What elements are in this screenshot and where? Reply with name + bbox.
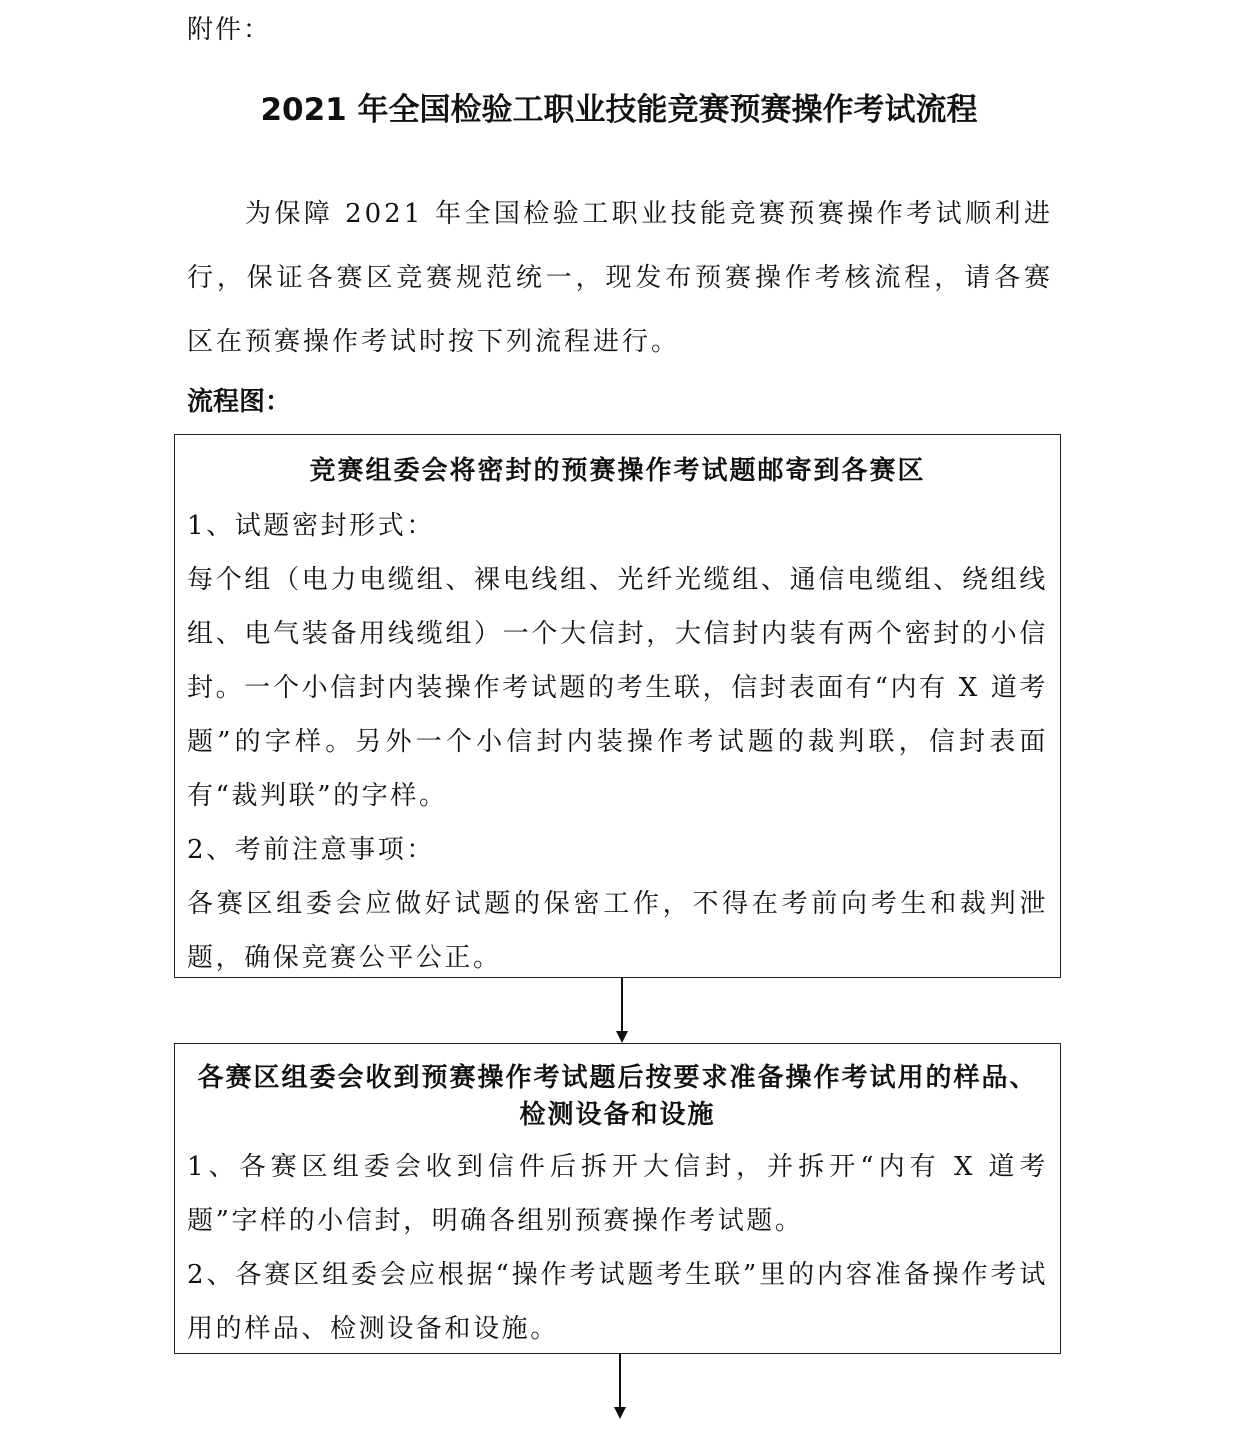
document-title: 2021 年全国检验工职业技能竞赛预赛操作考试流程 <box>260 92 978 128</box>
flow-arrow-2 <box>619 1354 621 1408</box>
step-1-section-1-label: 1、试题密封形式： <box>187 511 435 541</box>
step-1-section-1-text: 每个组（电力电缆组、裸电线组、光纤光缆组、通信电缆组、绕组线组、电气装备用线缆组）一个大信封，大信封内装有两个密封的小信封。一个小信封内装操作考试题的考生联，信封表面有“内有 X 道考题”的字样。另外一个小信封内装操作考试题的裁判联，信封表面有“裁判联”的字样。 <box>187 565 1048 811</box>
flow-arrow-2-head <box>614 1407 626 1419</box>
step-2-item-1: 1、各赛区组委会收到信件后拆开大信封，并拆开“内有 X 道考题”字样的小信封，明确各组别预赛操作考试题。 <box>187 1152 1048 1236</box>
step-1-section-2-text: 各赛区组委会应做好试题的保密工作，不得在考前向考生和裁判泄题，确保竞赛公平公正。 <box>187 889 1048 973</box>
flow-step-1-heading: 竞赛组委会将密封的预赛操作考试题邮寄到各赛区 <box>309 456 926 486</box>
step-2-item-2: 2、各赛区组委会应根据“操作考试题考生联”里的内容准备操作考试用的样品、检测设备和设施。 <box>187 1260 1048 1344</box>
flow-step-2-box <box>174 1043 1061 1354</box>
flowchart-label: 流程图： <box>187 387 292 417</box>
intro-paragraph: 为保障 2021 年全国检验工职业技能竞赛预赛操作考试顺利进行，保证各赛区竞赛规范统一，现发布预赛操作考核流程，请各赛区在预赛操作考试时按下列流程进行。 <box>187 199 1053 357</box>
step-1-section-2-label: 2、考前注意事项： <box>187 835 435 865</box>
flow-arrow-1-head <box>616 1031 628 1043</box>
attachment-label: 附件： <box>187 15 272 45</box>
flow-step-1-box <box>174 434 1061 978</box>
flow-arrow-1 <box>621 978 623 1032</box>
flow-step-2-heading: 各赛区组委会收到预赛操作考试题后按要求准备操作考试用的样品、检测设备和设施 <box>197 1063 1038 1130</box>
